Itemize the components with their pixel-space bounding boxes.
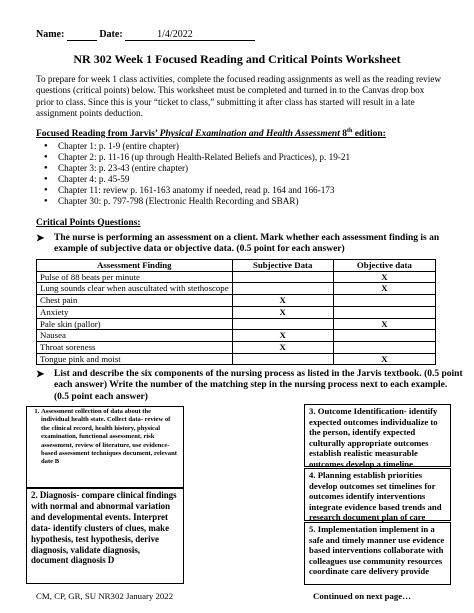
subjective-cell[interactable]: X bbox=[232, 295, 333, 307]
reading-heading-prefix: Focused Reading from Jarvis’ bbox=[36, 129, 160, 140]
objective-cell[interactable] bbox=[333, 306, 435, 318]
table-row bbox=[37, 341, 436, 353]
nursing-step-box-4[interactable]: 4. Planning establish priorities develop outcomes set timelines for outcomes identify interventions integrate evidence based trends and research document plan of care bbox=[304, 468, 451, 521]
objective-cell[interactable] bbox=[333, 295, 435, 307]
name-blank[interactable] bbox=[67, 30, 97, 41]
question-2-text: List and describe the six components of the nursing process as listed in the Jarvis textbook. (0.5 point each answer) Write the number of the matching step in the nursing process next to each example. (0.5 point each answer) bbox=[54, 369, 463, 402]
subjective-cell[interactable] bbox=[232, 283, 333, 295]
subjective-cell[interactable]: X bbox=[232, 306, 333, 318]
critical-points-heading: Critical Points Questions: bbox=[36, 218, 141, 228]
reading-heading-sup: th bbox=[346, 128, 353, 134]
objective-cell[interactable]: X bbox=[333, 271, 435, 283]
arrow-bullet-icon: ➤ bbox=[36, 369, 45, 380]
finding-cell: Pale skin (pallor) bbox=[37, 318, 233, 330]
column-header: Objective data bbox=[333, 260, 435, 272]
table-row bbox=[37, 353, 436, 365]
list-item: ● Chapter 30: p. 797-798 (Electronic Health Recording and SBAR) bbox=[44, 196, 350, 207]
footer-continued: Continued on next page… bbox=[313, 591, 412, 601]
date-blank[interactable] bbox=[125, 30, 157, 41]
date-label: Date: bbox=[99, 29, 123, 40]
table-row bbox=[37, 271, 436, 283]
objective-cell[interactable]: X bbox=[333, 283, 435, 295]
date-value: 1/4/2022 bbox=[157, 29, 193, 40]
assessment-table bbox=[36, 259, 436, 365]
question-2 bbox=[36, 369, 464, 403]
date-blank-tail bbox=[193, 30, 255, 41]
arrow-bullet-icon: ➤ bbox=[36, 233, 45, 244]
table-row bbox=[37, 318, 436, 330]
finding-cell: Tongue pink and moist bbox=[37, 353, 233, 365]
table-row bbox=[37, 283, 436, 295]
list-item: ● Chapter 2: p. 11-16 (up through Health-Related Beliefs and Practices), p. 19-21 bbox=[44, 152, 350, 163]
subjective-cell[interactable] bbox=[232, 318, 333, 330]
header-line bbox=[36, 29, 255, 41]
column-header: Assessment Finding bbox=[37, 260, 233, 272]
table-row bbox=[37, 306, 436, 318]
table-header-row bbox=[37, 260, 436, 272]
finding-cell: Nausea bbox=[37, 330, 233, 342]
subjective-cell[interactable] bbox=[232, 353, 333, 365]
finding-cell: Pulse of 88 beats per minute bbox=[37, 271, 233, 283]
reading-list bbox=[44, 141, 350, 206]
reading-heading-edition: 8 bbox=[339, 129, 347, 140]
nursing-step-1-text: 1. Assessment collection of data about the individual health state. Collect data- review of the clinical record, health history, physical examination, functional assessment, risk assessment, review of literature, use evidence-based assessment techniques document, relevant date B bbox=[41, 408, 179, 467]
column-header: Subjective Data bbox=[232, 260, 333, 272]
finding-cell: Chest pain bbox=[37, 295, 233, 307]
nursing-step-box-5[interactable]: 5. Implementation implement in a safe and timely manner use evidence based interventions collaborate with colleagues use community resources coordinate care delivery provide bbox=[304, 522, 451, 585]
list-item: ● Chapter 11: review p. 161-163 anatomy if needed, read p. 164 and 166-173 bbox=[44, 185, 350, 196]
nursing-step-box-3[interactable]: 3. Outcome Identification- identify expected outcomes individualize to the person, identify expected culturally appropriate outcomes establish realistic measurable outcomes develop a timeline. bbox=[304, 404, 451, 467]
list-item: ● Chapter 3: p. 23-43 (entire chapter) bbox=[44, 163, 350, 174]
footer-left: CM, CP, GR, SU NR302 January 2022 bbox=[36, 591, 174, 601]
focused-reading-heading bbox=[36, 128, 386, 139]
finding-cell: Anxiety bbox=[37, 306, 233, 318]
objective-cell[interactable] bbox=[333, 341, 435, 353]
question-1 bbox=[36, 233, 464, 256]
worksheet-title: NR 302 Week 1 Focused Reading and Critical Points Worksheet bbox=[73, 52, 401, 66]
reading-heading-book: Physical Examination and Health Assessment bbox=[159, 129, 340, 140]
subjective-cell[interactable]: X bbox=[232, 341, 333, 353]
objective-cell[interactable]: X bbox=[333, 353, 435, 365]
subjective-cell[interactable]: X bbox=[232, 330, 333, 342]
finding-cell: Lung sounds clear when auscultated with stethoscope bbox=[37, 283, 233, 295]
objective-cell[interactable] bbox=[333, 330, 435, 342]
question-1-text: The nurse is performing an assessment on a client. Mark whether each assessment finding is an example of subjective data or objective data. (0.5 point for each answer) bbox=[54, 233, 440, 255]
objective-cell[interactable]: X bbox=[333, 318, 435, 330]
list-item: ● Chapter 1: p. 1-9 (entire chapter) bbox=[44, 141, 350, 152]
finding-cell: Throat soreness bbox=[37, 341, 233, 353]
nursing-step-box-2[interactable]: 2. Diagnosis- compare clinical findings with normal and abnormal variation and developmental events. Interpret data- identify clusters of clues, make hypothesis, test hypothesis, derive diagnosis, validate diagnosis, document diagnosis D bbox=[26, 488, 184, 584]
nursing-step-box-1[interactable] bbox=[26, 406, 184, 488]
intro-paragraph: To prepare for week 1 class activities, complete the focused reading assignments as well as the reading review questions (critical points) below. This worksheet must be completed and turned in to the Canvas drop box prior to class. Since this is your “ticket to class,” submitting it after class has started will result in a late assignment points deduction. bbox=[36, 74, 441, 118]
reading-heading-suffix: edition: bbox=[352, 129, 386, 140]
name-label: Name: bbox=[36, 29, 65, 40]
table-row bbox=[37, 295, 436, 307]
table-row bbox=[37, 330, 436, 342]
list-item: ● Chapter 4: p. 45-59 bbox=[44, 174, 350, 185]
subjective-cell[interactable] bbox=[232, 271, 333, 283]
